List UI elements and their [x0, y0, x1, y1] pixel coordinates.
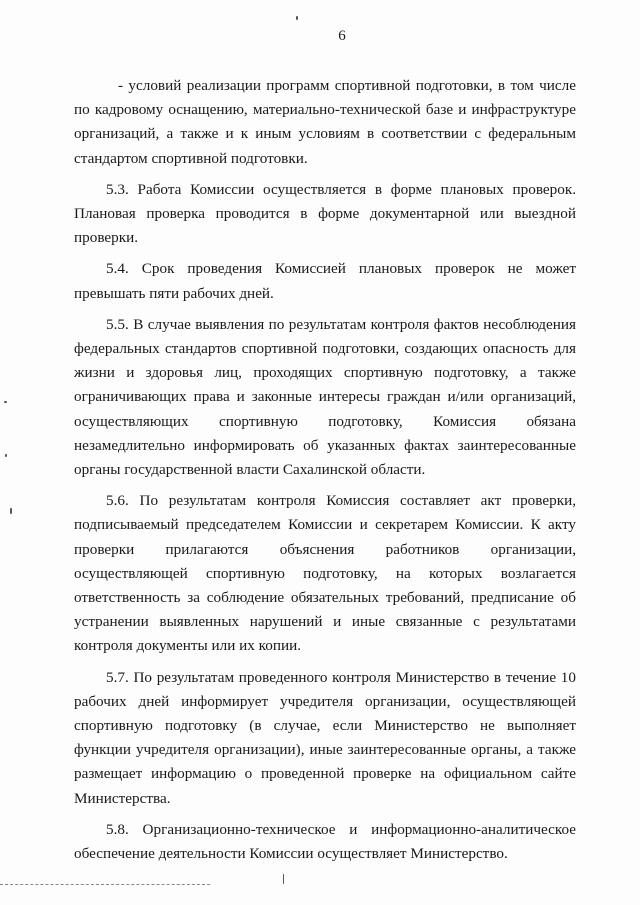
paragraph-conditions: - условий реализации программ спортивной подготовки, в том числе по кадровому оснащению, материально-технической базе и инфраструктуре организаций, а также и к иным условиям в соответствии с федеральным стандартом спортивной подготовки.: [74, 77, 576, 167]
paragraph-5-8: 5.8. Организационно-техническое и информационно-аналитическое обеспечение деятельности Комиссии осуществляет Министерство.: [74, 820, 576, 863]
paragraph-5-4: 5.4. Срок проведения Комиссией плановых проверок не может превышать пяти рабочих дней.: [74, 260, 576, 302]
scan-speck: [283, 874, 284, 884]
paragraph-5-7: 5.7. По результатам проведенного контроля Министерство в течение 10 рабочих дней информирует учредителя организации, осуществляющей спортивную подготовку (в случае, если Министерство не выполняет функции учредителя организации), иные заинтересованные органы, а также размещает информацию о проведенной проверке на официальном сайте Министерства.: [74, 668, 576, 807]
scan-speck: [10, 508, 12, 514]
document-body: [74, 74, 576, 873]
scan-speck: [4, 401, 7, 403]
scan-speck: [5, 454, 7, 457]
paragraph-5-6: 5.6. По результатам контроля Комиссия составляет акт проверки, подписываемый председателем Комиссии и секретарем Комиссии. К акту проверки прилагаются объяснения работников организации, осуществляющей спортивную подготовку, на которых возлагается ответственность за соблюдение обязательных требований, предписание об устранении выявленных нарушений и иные связанные с результатами контроля документы или их копии.: [74, 492, 576, 655]
scan-speck: [296, 16, 298, 20]
page-number: 6: [338, 28, 346, 44]
scan-edge-line: [0, 884, 210, 885]
paragraph-5-3: 5.3. Работа Комиссии осуществляется в форме плановых проверок. Плановая проверка проводится в форме документарной или выездной проверки.: [74, 180, 576, 247]
paragraph-5-5: 5.5. В случае выявления по результатам контроля фактов несоблюдения федеральных стандартов спортивной подготовки, создающих опасность для жизни и здоровья лиц, проходящих спортивную подготовку, а также ограничивающих права и законные интересы граждан и/или организаций, осуществляющих спортивную подготовку, Комиссия обязана незамедлительно информировать об указанных фактах заинтересованные органы государственной власти Сахалинской области.: [74, 315, 576, 479]
